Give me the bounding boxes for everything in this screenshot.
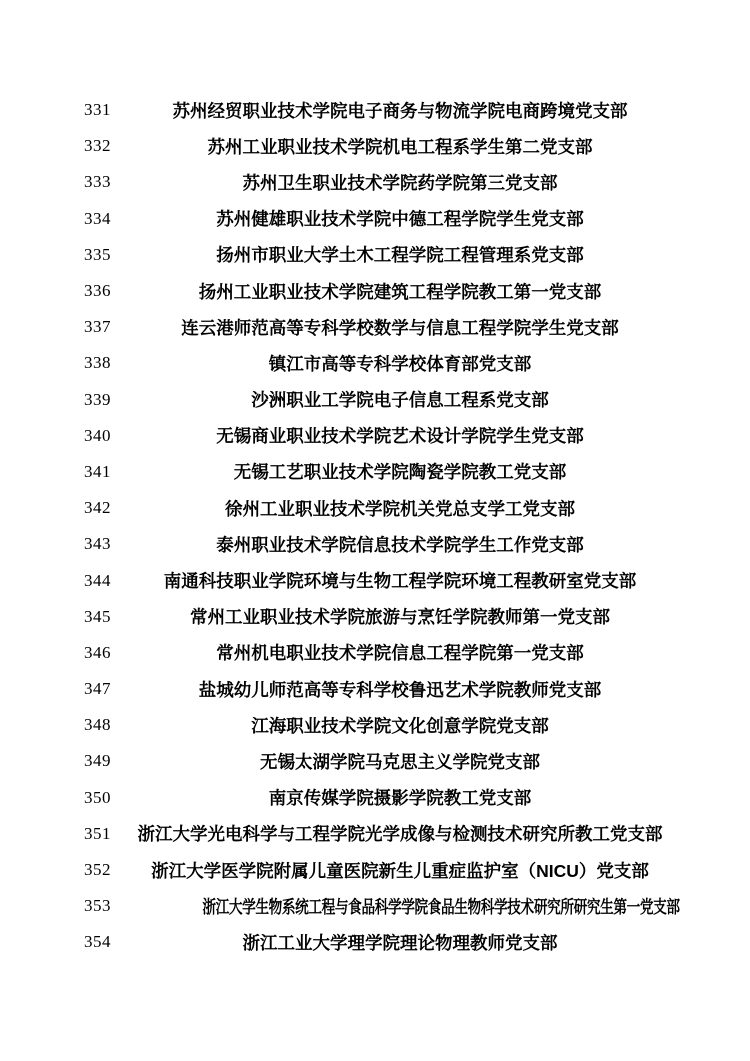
row-number: 344 [84, 570, 111, 590]
list-item [60, 924, 665, 960]
row-name: 沙洲职业工学院电子信息工程系党支部 [251, 390, 549, 411]
list-item [60, 526, 665, 562]
row-name: 苏州健雄职业技术学院中德工程学院学生党支部 [216, 209, 584, 230]
list-item [60, 599, 665, 635]
list-item [60, 345, 665, 381]
row-name: 无锡商业职业技术学院艺术设计学院学生党支部 [216, 426, 584, 447]
row-name: 苏州卫生职业技术学院药学院第三党支部 [242, 172, 558, 193]
row-name: 徐州工业职业技术学院机关党总支学工党支部 [225, 498, 575, 519]
list-item [60, 237, 665, 273]
row-number: 332 [84, 136, 111, 156]
row-number: 342 [84, 498, 111, 518]
list-item [60, 852, 665, 888]
list-item [60, 562, 665, 598]
row-name: 常州机电职业技术学院信息工程学院第一党支部 [216, 643, 584, 664]
list-item [60, 92, 665, 128]
row-name: 江海职业技术学院文化创意学院党支部 [251, 715, 549, 736]
row-name: 苏州工业职业技术学院机电工程系学生第二党支部 [207, 136, 593, 157]
row-name: 浙江大学生物系统工程与食品科学学院食品生物科学技术研究所研究生第一党支部 [202, 896, 680, 917]
row-number: 351 [84, 823, 111, 843]
row-name: 浙江工业大学理学院理论物理教师党支部 [242, 932, 558, 953]
row-number: 335 [84, 244, 111, 264]
row-name: 连云港师范高等专科学校数学与信息工程学院学生党支部 [181, 317, 619, 338]
list-item [60, 128, 665, 164]
row-number: 333 [84, 172, 111, 192]
list-item [60, 816, 665, 852]
list-item [60, 743, 665, 779]
row-name: 南通科技职业学院环境与生物工程学院环境工程教研室党支部 [163, 571, 637, 592]
row-name: 镇江市高等专科学校体育部党支部 [268, 353, 532, 374]
row-name: 泰州职业技术学院信息技术学院学生工作党支部 [216, 534, 584, 555]
row-number: 331 [84, 100, 111, 120]
row-number: 341 [84, 461, 111, 481]
row-number: 352 [84, 860, 111, 880]
row-number: 349 [84, 751, 111, 771]
row-number: 353 [84, 896, 111, 916]
list-item [60, 490, 665, 526]
row-name: 常州工业职业技术学院旅游与烹饪学院教师第一党支部 [190, 607, 610, 628]
list-item [60, 707, 665, 743]
row-number: 345 [84, 606, 111, 626]
list-item [60, 454, 665, 490]
row-name: 扬州市职业大学土木工程学院工程管理系党支部 [216, 245, 584, 266]
list-item [60, 309, 665, 345]
list-item [60, 273, 665, 309]
row-name: 扬州工业职业技术学院建筑工程学院教工第一党支部 [198, 281, 602, 302]
list-item [60, 201, 665, 237]
row-name: 浙江大学光电科学与工程学院光学成像与检测技术研究所教工党支部 [137, 824, 663, 845]
list-item [60, 382, 665, 418]
row-number: 337 [84, 317, 111, 337]
row-number: 347 [84, 679, 111, 699]
row-number: 350 [84, 787, 111, 807]
row-name: 浙江大学医学院附属儿童医院新生儿重症监护室（NICU）党支部 [151, 860, 649, 881]
row-number: 339 [84, 389, 111, 409]
list-item [60, 671, 665, 707]
list-item [60, 418, 665, 454]
row-number: 348 [84, 715, 111, 735]
row-number: 334 [84, 208, 111, 228]
row-number: 338 [84, 353, 111, 373]
row-name: 盐城幼儿师范高等专科学校鲁迅艺术学院教师党支部 [198, 679, 602, 700]
row-number: 354 [84, 932, 111, 952]
row-number: 340 [84, 425, 111, 445]
row-number: 336 [84, 281, 111, 301]
row-name: 南京传媒学院摄影学院教工党支部 [268, 788, 532, 809]
row-name: 无锡工艺职业技术学院陶瓷学院教工党支部 [233, 462, 567, 483]
row-name: 无锡太湖学院马克思主义学院党支部 [260, 751, 540, 772]
list-item [60, 635, 665, 671]
list-item [60, 780, 665, 816]
list-item [60, 888, 680, 924]
row-name: 苏州经贸职业技术学院电子商务与物流学院电商跨境党支部 [172, 100, 628, 121]
list-item [60, 164, 665, 200]
row-number: 343 [84, 534, 111, 554]
row-number: 346 [84, 642, 111, 662]
